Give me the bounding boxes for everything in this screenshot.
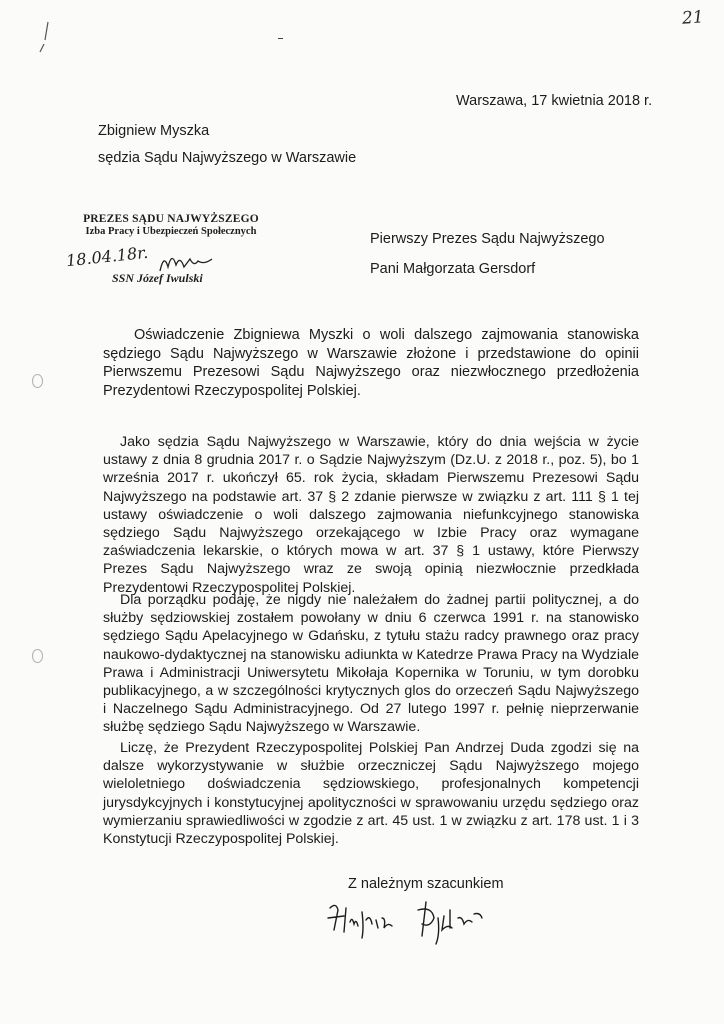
- recipient-block: [370, 224, 605, 284]
- date-line: Warszawa, 17 kwietnia 2018 r.: [456, 93, 653, 109]
- sender-title: sędzia Sądu Najwyższego w Warszawie: [98, 150, 357, 166]
- closing-line: Z należnym szacunkiem: [348, 876, 504, 892]
- stamp-line1: PREZES SĄDU NAJWYŻSZEGO: [83, 213, 259, 225]
- stamp-signer: SSN Józef Iwulski: [112, 271, 203, 285]
- page-number: 21: [681, 7, 705, 29]
- handwritten-signature: [322, 888, 522, 948]
- sender-name: Zbigniew Myszka: [98, 123, 210, 139]
- body-paragraph-2: Dla porządku podaję, że nigdy nie należałem do żadnej partii politycznej, a do służby sędziowskiej zostałem powołany w dniu 6 czerwca 1991 r. na stanowisko sędziego Sądu Apelacyjnego w Gdańsku, z tytułu stażu radcy prawnego oraz pracy naukowo-dydaktycznej na stanowisku adiunkta w Katedrze Prawa Pracy na Wydziale Prawa i Administracji Uniwersytetu Mikołaja Kopernika w Toruniu, w tym dorobku publikacyjnego, a w szczególności krytycznych glos do orzeczeń Sądu Najwyższego i Naczelnego Sądu Administracyjnego. Od 27 lutego 1997 r. pełnię nieprzerwanie służbę sędziego Sądu Najwyższego w Warszawie.: [103, 592, 639, 736]
- scan-speck: [278, 38, 283, 39]
- sender-block: [98, 118, 356, 172]
- stamp-line2: Izba Pracy i Ubezpieczeń Społecznych: [85, 226, 257, 237]
- recipient-line2: Pani Małgorzata Gersdorf: [370, 261, 536, 277]
- punch-hole-bottom: [32, 649, 43, 663]
- recipient-line1: Pierwszy Prezes Sądu Najwyższego: [370, 231, 605, 247]
- body-paragraph-3: Liczę, że Prezydent Rzeczypospolitej Polskiej Pan Andrzej Duda zgodzi się na dalsze wykorzystywanie w służbie orzeczniczej Sądu Najwyższego mojego wieloletniego doświadczenia sędziowskiego, profesjonalnych kompetencji jurysdykcyjnych i konstytucyjnej apolityczności w sprawowaniu urzędu sędziego oraz wymierzaniu sprawiedliwości w zgodzie z art. 45 ust. 1 w związku z art. 178 ust. 1 i 3 Konstytucji Rzeczypospolitej Polskiej.: [103, 740, 639, 848]
- subject-paragraph: Oświadczenie Zbigniewa Myszki o woli dalszego zajmowania stanowiska sędziego Sądu Najwyższego w Warszawie złożone i przedstawione do opinii Pierwszemu Prezesowi Sądu Najwyższego oraz niezwłocznego przedłożenia Prezydentowi Rzeczypospolitej Polskiej.: [103, 327, 639, 399]
- pen-mark: [34, 18, 64, 58]
- stamp-handwritten-date: 18.04.18r.: [65, 242, 150, 271]
- body-paragraph-1: Jako sędzia Sądu Najwyższego w Warszawie, który do dnia wejścia w życie ustawy z dnia 8 grudnia 2017 r. o Sądzie Najwyższym (Dz.U. z 2018 r., poz. 5), bo 1 września 2017 r. ukończył 65. rok życia, składam Pierwszemu Prezesowi Sądu Najwyższego na podstawie art. 37 § 2 zdanie pierwsze w związku z art. 111 § 1 tej ustawy oświadczenie o woli dalszego zajmowania niefunkcyjnego stanowiska sędziego Sądu Najwyższego orzekającego w Izbie Pracy oraz wymagane zaświadczenia lekarskie, o których mowa w art. 37 § 1 ustawy, które Pierwszy Prezes Sądu Najwyższego wraz ze swoją opinią niezwłocznie przedkłada Prezydentowi Rzeczypospolitej Polskiej.: [103, 434, 639, 596]
- punch-hole-top: [32, 374, 43, 388]
- court-stamp: [65, 213, 276, 285]
